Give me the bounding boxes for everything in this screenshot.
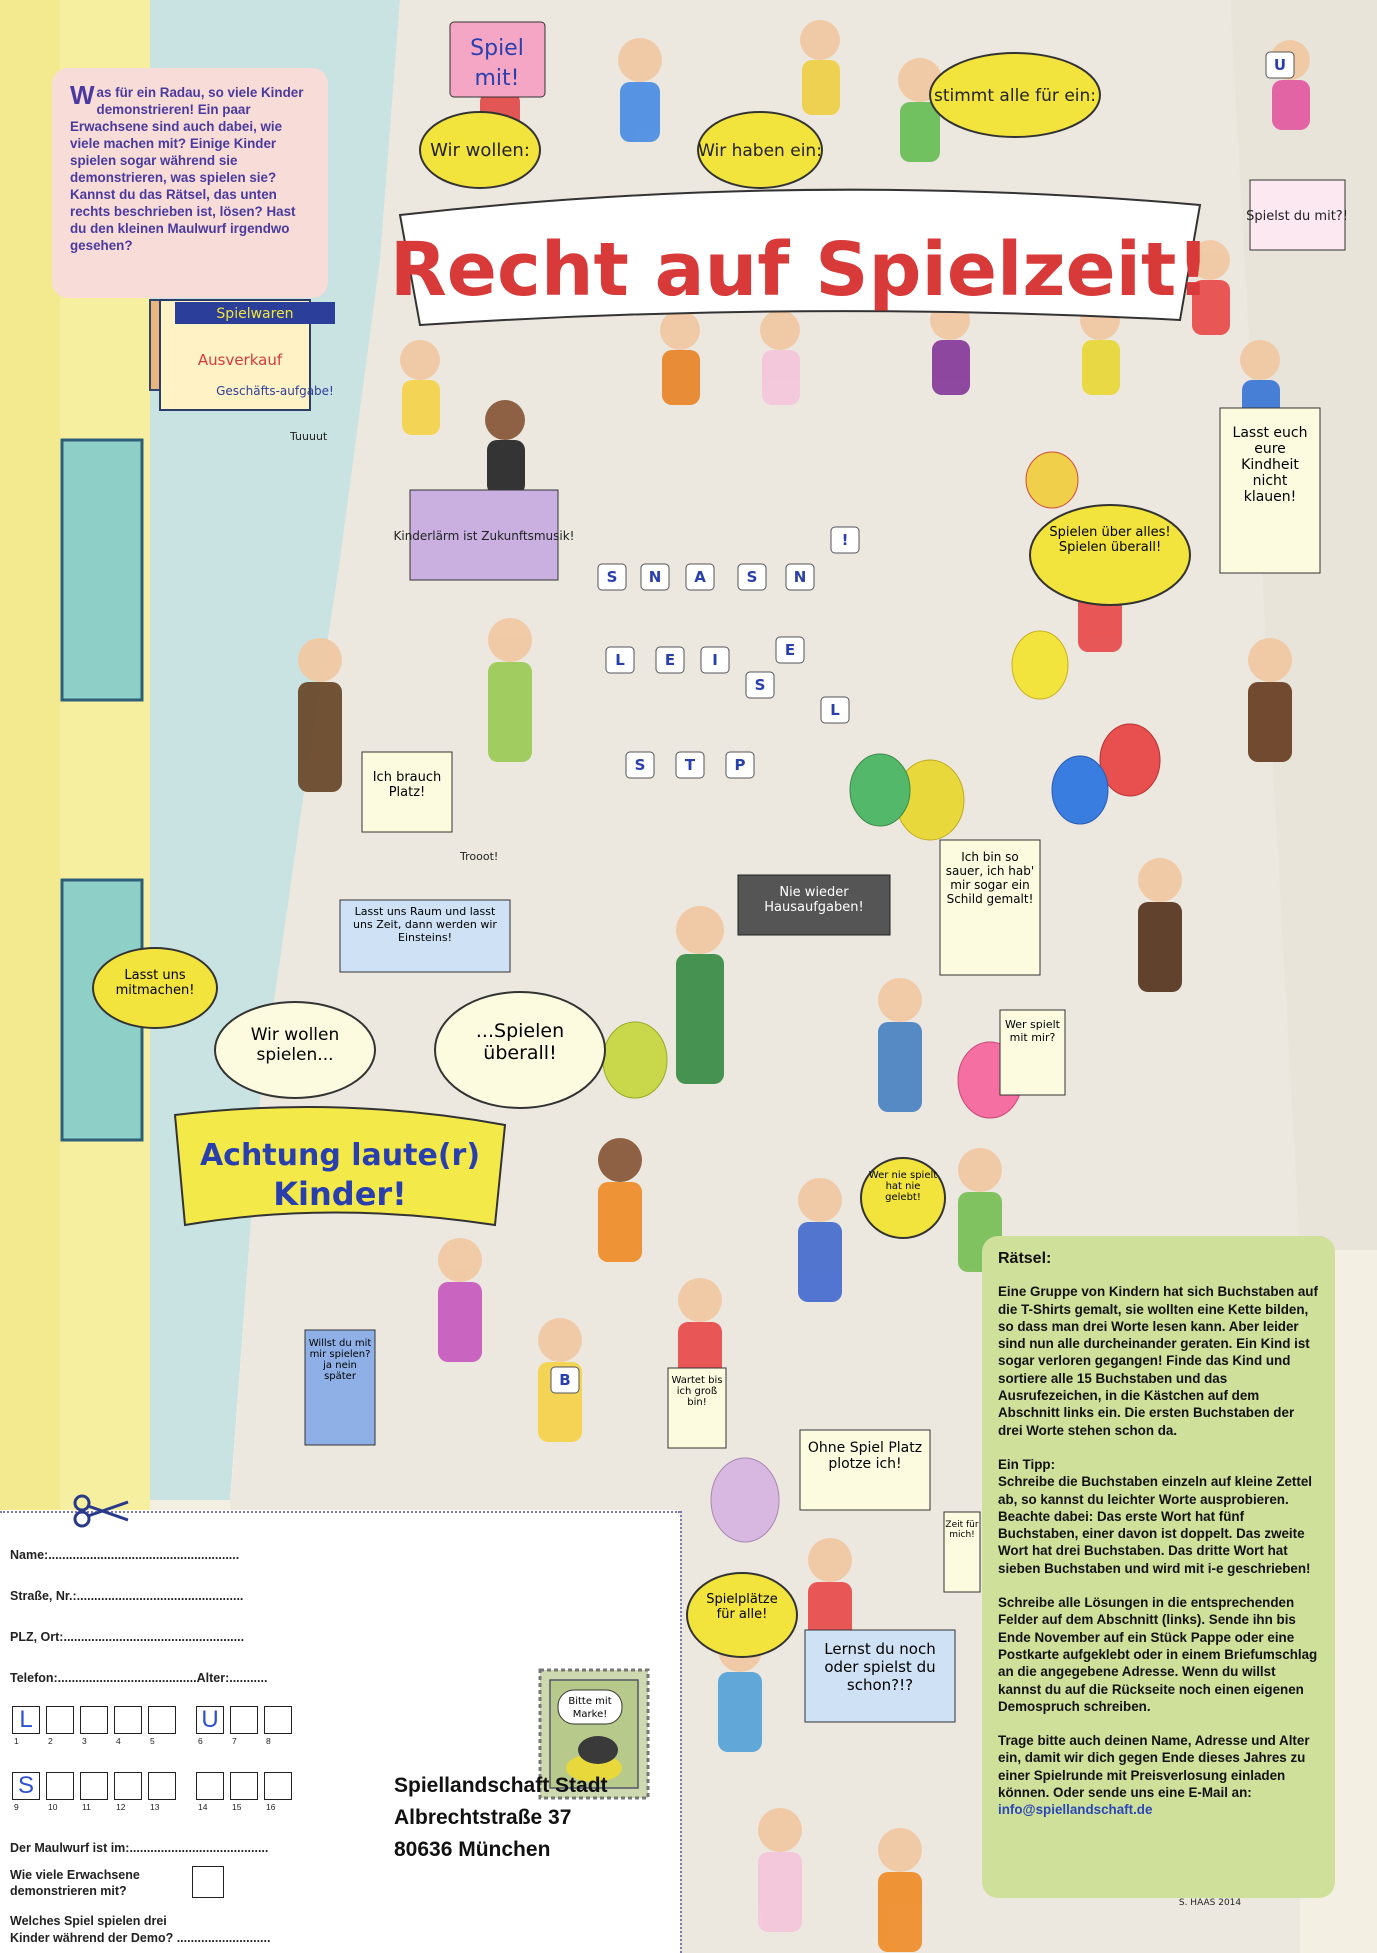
stamp-text-2: Marke!: [572, 1709, 608, 1720]
puzzle-paragraph-4: Trage bitte auch deinen Name, Adresse und Alter ein, damit wir dich gegen Ende dieses Jahres zu einer Spielrunde mit Preisverlosung einladen können. Oder sende uns eine E-Mail an:: [998, 1733, 1310, 1801]
shirt-letter: S: [634, 756, 646, 774]
shirt-letter: I: [712, 651, 718, 669]
letter-box-13[interactable]: [148, 1772, 176, 1800]
shop-sign-spielwaren: Spielwaren: [216, 306, 294, 322]
shirt-letter: !: [841, 531, 849, 549]
shirt-letter: U: [1273, 56, 1287, 74]
sign-ich-brauch-platz: Ich brauch Platz!: [372, 770, 442, 800]
field-maulwurf[interactable]: Der Maulwurf ist im:........................................: [10, 1841, 269, 1855]
intro-text: as für ein Radau, so viele Kinder demonstrieren! Ein paar Erwachsene sind auch dabei, wie viele machen mit? Einige Kinder spielen sogar während sie demonstrieren, was spielen sie? Kannst du das Rätsel, das unten rechts beschrieben ist, lösen? Hast du den kleinen Maulwurf irgendwo gesehen?: [70, 85, 304, 253]
puzzle-paragraph-2: Ein Tipp: Schreibe die Buchstaben einzeln auf kleine Zettel ab, so kannst du leichter Worte ausprobieren. Beachte dabei: Das erste Wort hat fünf Buchstaben, einer davon ist doppelt. Das zweite Wort hat drei Buchstaben. Das dritte Wort hat sieben Buchstaben und wird mit i-e geschrieben!: [998, 1456, 1313, 1576]
shirt-letter: S: [606, 568, 618, 586]
main-banner-text: Recht auf Spielzeit!: [389, 227, 1211, 313]
letter-box-14[interactable]: [196, 1772, 224, 1800]
puzzle-textbox: [982, 1236, 1335, 1898]
sign-ohne-spielplatz: Ohne Spiel Platz plotze ich!: [807, 1440, 923, 1472]
bubble-lasst-uns-mitmachen: Lasst uns mitmachen!: [115, 968, 195, 998]
shop-sign-ausverkauf: Ausverkauf: [197, 351, 283, 369]
letter-box-number: 8: [266, 1736, 271, 1746]
sign-willst-du: Willst du mit mir spielen? ja nein später: [308, 1338, 372, 1382]
letter-box-number: 3: [82, 1736, 87, 1746]
shirt-letter: L: [615, 651, 625, 669]
field-spiel[interactable]: Kinder während der Demo? ...........................: [10, 1931, 271, 1945]
letter-box-number: 11: [82, 1802, 91, 1812]
letter-box-number: 4: [116, 1736, 121, 1746]
sign-mit: mit!: [474, 66, 520, 91]
field-phone-age[interactable]: Telefon:........................................Alter:...........: [10, 1671, 268, 1685]
letter-box-number: 16: [266, 1802, 276, 1812]
puzzle-paragraph-3: Schreibe alle Lösungen in die entsprechenden Felder auf dem Abschnitt (links). Sende ihn bis Ende November auf ein Stück Pappe oder eine Postkarte aufgeklebt oder in einem Briefumschlag an die angegebene Adresse. Wenn du willst kannst du auf die Rückseite noch einen eigenen Demospruch schreiben.: [998, 1595, 1318, 1714]
letter-box-2[interactable]: [46, 1706, 74, 1734]
letter-box-3[interactable]: [80, 1706, 108, 1734]
puzzle-title: Rätsel:: [998, 1250, 1052, 1267]
address-line-2: Albrechtstraße 37: [394, 1806, 572, 1829]
bubble-wir-haben: Wir haben ein:: [698, 141, 822, 161]
puzzle-email[interactable]: info@spiellandschaft.de: [998, 1802, 1153, 1818]
letter-box-number: 9: [14, 1802, 19, 1812]
sign-wartet: Wartet bis ich groß bin!: [671, 1375, 723, 1408]
achtung-banner-line1: Achtung laute(r): [199, 1138, 481, 1173]
bubble-wir-wollen: Wir wollen:: [430, 140, 530, 161]
letter-box-number: 12: [116, 1802, 126, 1812]
sign-wer-spielt-mit-mir: Wer spielt mit mir?: [1005, 1018, 1060, 1044]
bubble-stimmt-alle: stimmt alle für ein:: [934, 86, 1096, 106]
field-street[interactable]: Straße, Nr.:................................................: [10, 1589, 244, 1603]
letter-box-15[interactable]: [230, 1772, 258, 1800]
intro-textbox: [52, 68, 328, 298]
letter-box-10[interactable]: [46, 1772, 74, 1800]
address-line-1: Spiellandschaft Stadt: [394, 1774, 608, 1797]
shop-sign-geschaeftsaufgabe: Geschäfts-aufgabe!: [216, 384, 334, 398]
letter-box-number: 5: [150, 1736, 155, 1746]
letter-box-5[interactable]: [148, 1706, 176, 1734]
letter-box-number: 6: [198, 1736, 203, 1746]
sign-ich-bin-so-sauer: Ich bin so sauer, ich hab' mir sogar ein Schild gemalt!: [945, 850, 1035, 906]
letter-box-7[interactable]: [230, 1706, 258, 1734]
scissors-icon: [72, 1494, 130, 1528]
letter-box-16[interactable]: [264, 1772, 292, 1800]
bubble-spielen-ueber-alles: Spielen über alles! Spielen überall!: [1049, 525, 1171, 555]
letter-box-number: 10: [48, 1802, 58, 1812]
puzzle-paragraph-1: Eine Gruppe von Kindern hat sich Buchstaben auf die T-Shirts gemalt, sie wollten eine Kette bilden, so dass man drei Worte lesen kann. Aber leider sind nun alle durcheinander geraten. Ein Kind ist sogar verloren gegangen! Finde das Kind und sortiere alle 15 Buchstaben und das Ausrufezeichen, in die Kästchen auf dem Abschnitt links ein. Die ersten Buchstaben der drei Worte stehen schon da.: [998, 1284, 1318, 1438]
letter-box-1[interactable]: L: [12, 1706, 40, 1734]
shirt-letter: N: [793, 568, 807, 586]
label-spiel-1: Welches Spiel spielen drei: [10, 1914, 167, 1928]
letter-box-9[interactable]: S: [12, 1772, 40, 1800]
letter-box-number: 7: [232, 1736, 237, 1746]
letter-box-12[interactable]: [114, 1772, 142, 1800]
shirt-letter: E: [784, 641, 796, 659]
horn-sound-troooot: Trooot!: [460, 850, 499, 863]
letter-box-4[interactable]: [114, 1706, 142, 1734]
shirt-letter: S: [754, 676, 766, 694]
bubble-wer-nie-spielt: Wer nie spielt hat nie gelebt!: [868, 1170, 938, 1203]
label-erwachsene-2: demonstrieren mit?: [10, 1884, 127, 1898]
sign-nie-wieder: Nie wieder Hausaufgaben!: [764, 885, 864, 915]
letter-box-number: 2: [48, 1736, 53, 1746]
shirt-letter: P: [734, 756, 746, 774]
letter-box-number: 15: [232, 1802, 242, 1812]
letter-box-number: 1: [14, 1736, 19, 1746]
bubble-spielplaetze: Spielplätze für alle!: [706, 1592, 778, 1622]
shirt-letter: B: [559, 1371, 571, 1389]
shirt-letter: A: [694, 568, 706, 586]
intro-initial: W: [70, 80, 95, 110]
field-name[interactable]: Name:.......................................................: [10, 1548, 240, 1562]
sign-lasst-euch: Lasst euch eure Kindheit nicht klauen!: [1232, 425, 1308, 505]
shirt-letter: L: [830, 701, 840, 719]
field-plz[interactable]: PLZ, Ort:....................................................: [10, 1630, 245, 1644]
letter-box-number: 14: [198, 1802, 208, 1812]
shirt-letter: T: [684, 756, 696, 774]
sign-zeit-fuer-mich: Zeit für mich!: [945, 1520, 979, 1540]
stamp-text-1: Bitte mit: [568, 1696, 612, 1707]
shirt-letter: N: [648, 568, 662, 586]
letter-box-6[interactable]: U: [196, 1706, 224, 1734]
cut-line-right: [680, 1511, 682, 1953]
sign-spielst-du-mit: Spielst du mit?!: [1246, 209, 1348, 224]
letter-box-number: 13: [150, 1802, 160, 1812]
sign-kinderlaerm: Kinderlärm ist Zukunftsmusik!: [393, 529, 575, 543]
sign-lernst-du-noch: Lernst du noch oder spielst du schon?!?: [824, 1640, 936, 1694]
sign-lasst-uns-raum: Lasst uns Raum und lasst uns Zeit, dann werden wir Einsteins!: [353, 905, 497, 944]
letter-box-8[interactable]: [264, 1706, 292, 1734]
shirt-letter: S: [746, 568, 758, 586]
sign-spiel: Spiel: [470, 36, 524, 61]
erwachsene-input-box[interactable]: [192, 1866, 224, 1898]
horn-sound-tuuut: Tuuuut: [290, 430, 328, 443]
bubble-spielen-ueberall: ...Spielen überall!: [475, 1020, 565, 1064]
bubble-wir-wollen-spielen: Wir wollen spielen...: [250, 1025, 340, 1065]
letter-box-11[interactable]: [80, 1772, 108, 1800]
artist-signature: S. HAAS 2014: [1178, 1898, 1242, 1908]
label-erwachsene-1: Wie viele Erwachsene: [10, 1868, 140, 1882]
achtung-banner-line2: Kinder!: [273, 1175, 407, 1213]
address-line-3: 80636 München: [394, 1838, 551, 1861]
shirt-letter: E: [664, 651, 676, 669]
